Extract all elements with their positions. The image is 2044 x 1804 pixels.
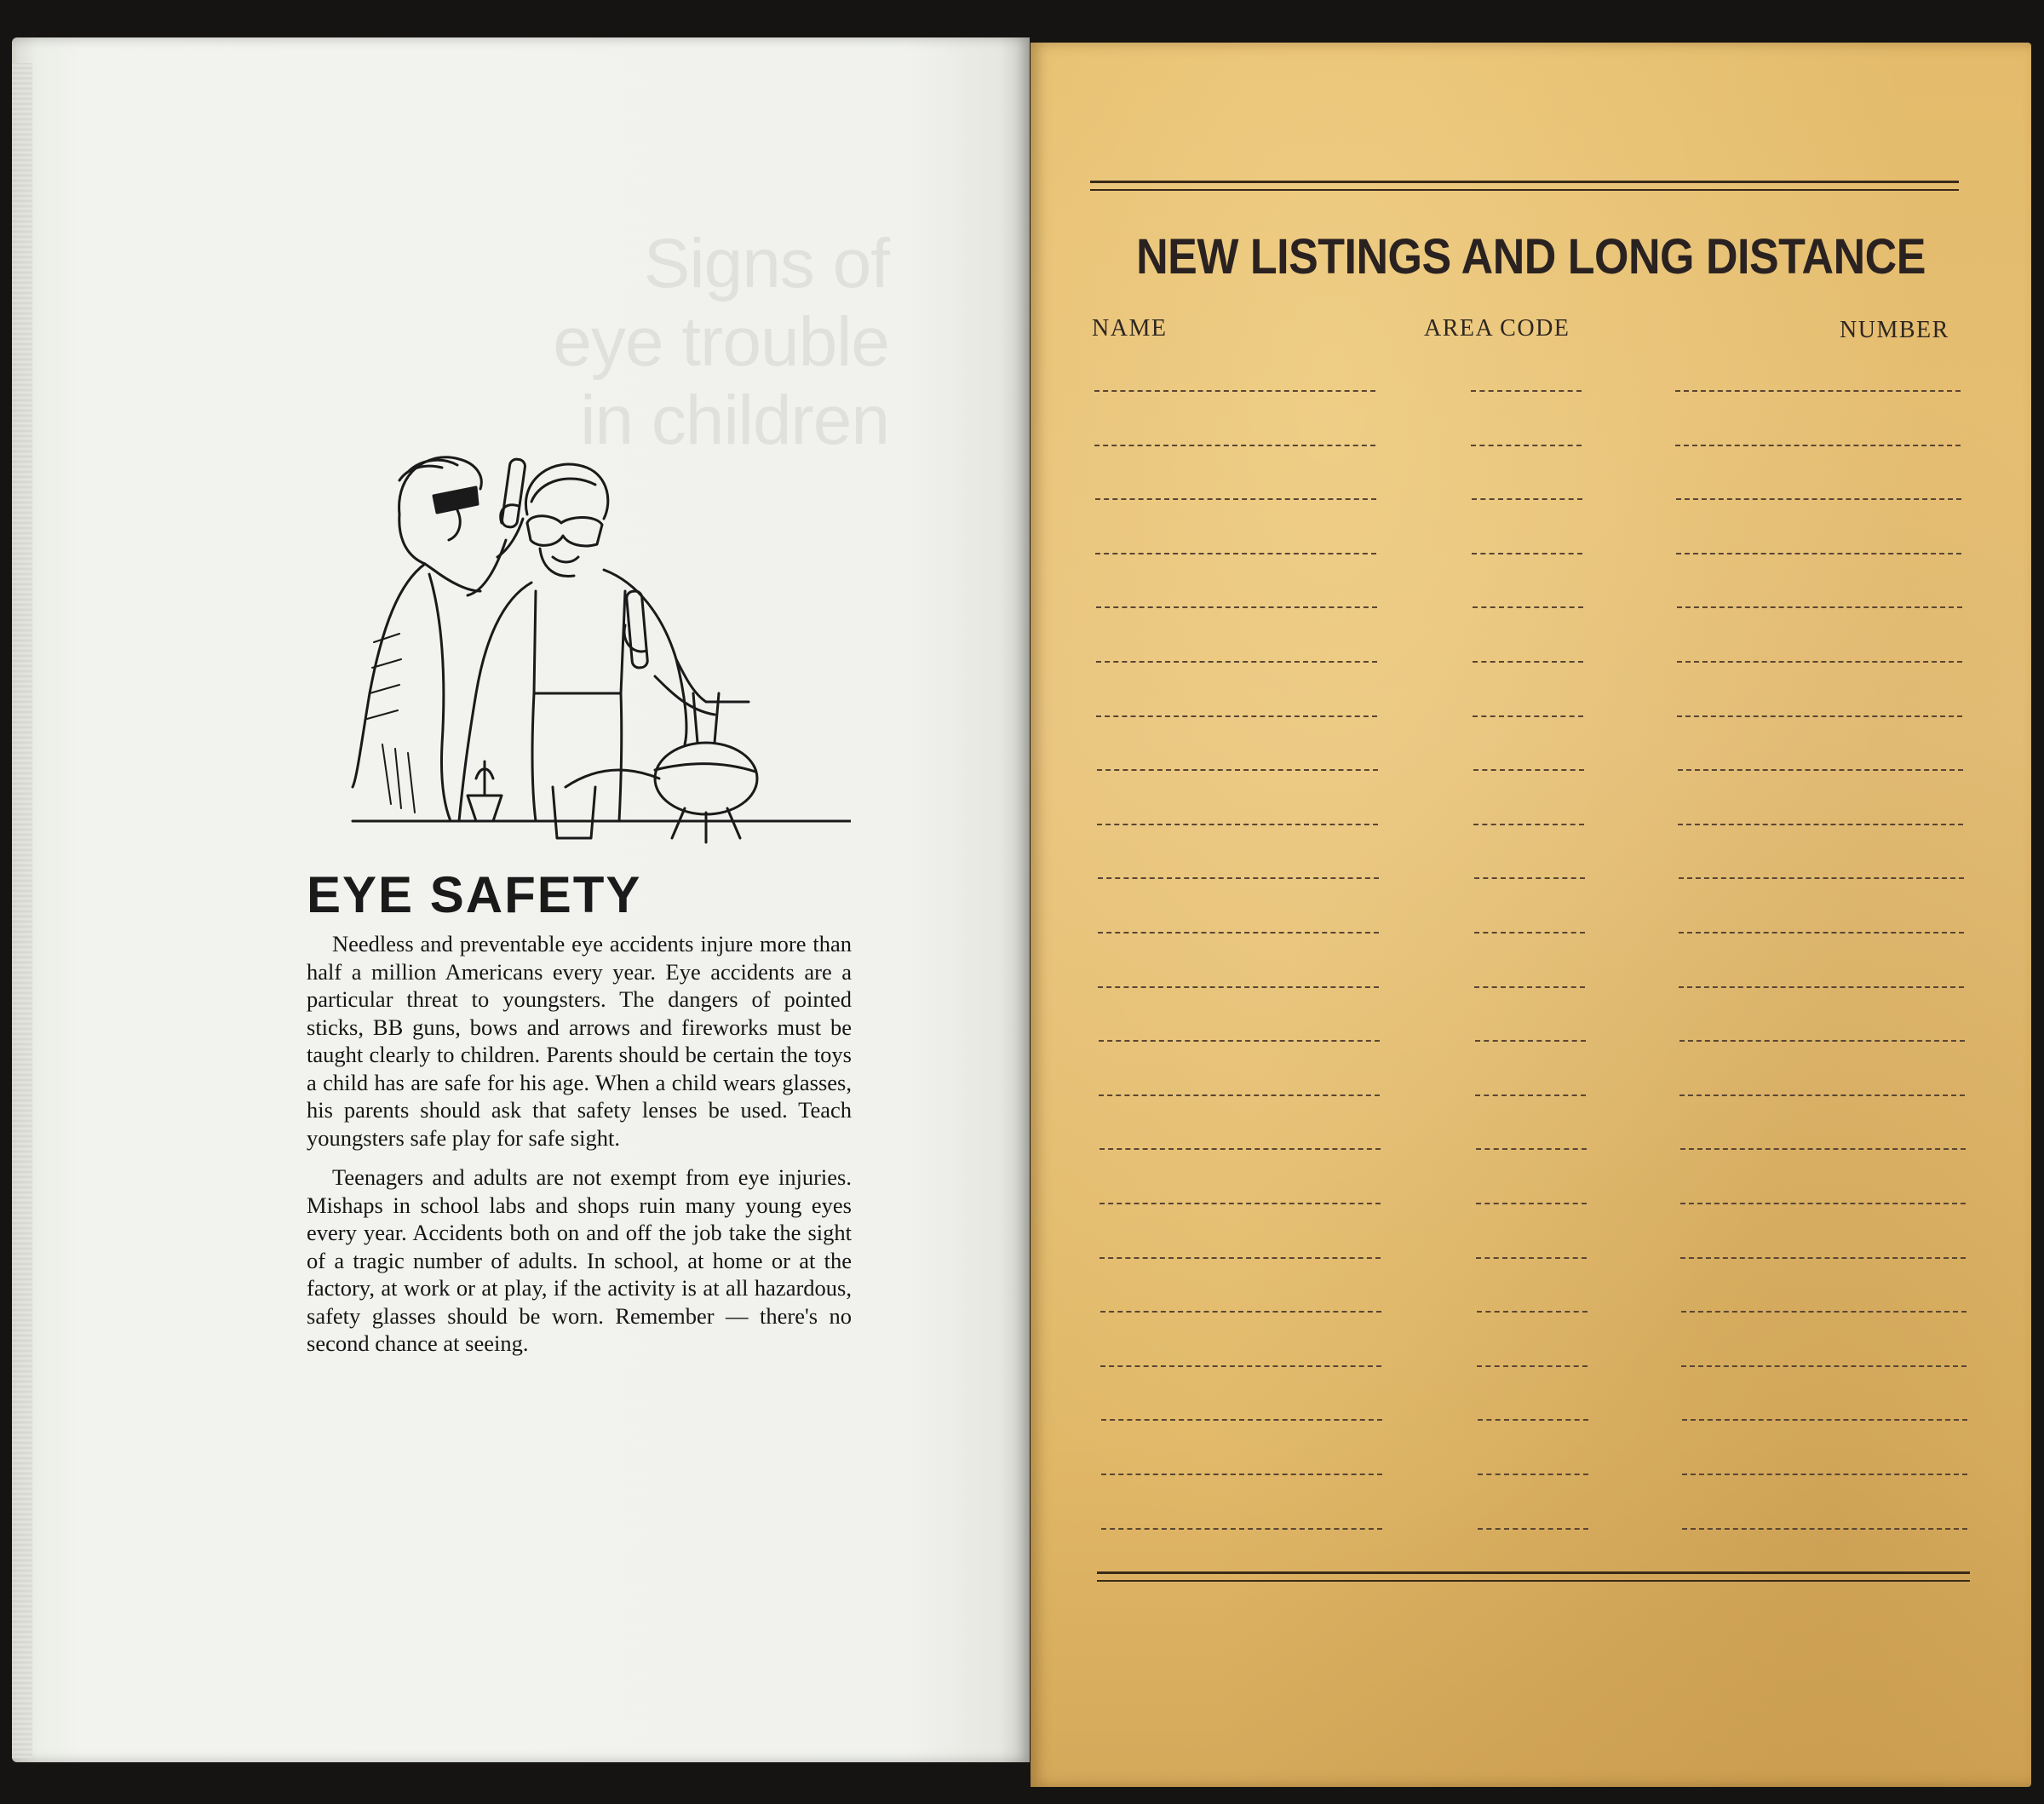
article-body [307, 930, 852, 1370]
name-line[interactable] [1099, 1040, 1380, 1042]
name-line[interactable] [1100, 1365, 1381, 1367]
number-line[interactable] [1675, 390, 1961, 392]
name-line[interactable] [1100, 1257, 1381, 1259]
number-line[interactable] [1676, 498, 1961, 500]
article-title: EYE SAFETY [307, 866, 642, 923]
column-header-name: NAME [1092, 315, 1168, 342]
area-code-line[interactable] [1471, 445, 1582, 446]
area-code-line[interactable] [1476, 1257, 1587, 1259]
name-line[interactable] [1096, 715, 1377, 717]
number-line[interactable] [1682, 1528, 1967, 1530]
left-page [12, 37, 1030, 1762]
name-line[interactable] [1097, 769, 1378, 771]
name-line[interactable] [1099, 1094, 1380, 1096]
show-through-line: Signs of [643, 225, 889, 302]
area-code-line[interactable] [1478, 1528, 1588, 1530]
number-line[interactable] [1679, 877, 1964, 879]
area-code-line[interactable] [1474, 986, 1585, 988]
show-through-line: in children [580, 382, 889, 459]
area-code-line[interactable] [1473, 715, 1583, 717]
area-code-line[interactable] [1473, 824, 1584, 825]
area-code-line[interactable] [1478, 1474, 1588, 1475]
name-line[interactable] [1100, 1203, 1381, 1204]
number-line[interactable] [1681, 1365, 1966, 1367]
area-code-line[interactable] [1475, 1040, 1586, 1042]
name-line[interactable] [1096, 606, 1377, 608]
paragraph: Teenagers and adults are not exempt from eye injuries. Mishaps in school labs and shops ruin many young eyes every year. Accidents both on and off the job take the sight of a tragic number of adults. In school, at home or at the factory, at work or at play, if the activity is at all hazardous, safety glasses should be worn. Remember — there's no second chance at seeing. [307, 1164, 852, 1356]
name-line[interactable] [1101, 1528, 1382, 1530]
number-line[interactable] [1677, 715, 1962, 717]
name-line[interactable] [1095, 498, 1376, 500]
number-line[interactable] [1677, 661, 1962, 663]
bottom-rule [1097, 1571, 1970, 1582]
listing-rows [1031, 43, 2031, 1787]
name-line[interactable] [1100, 1148, 1381, 1150]
number-line[interactable] [1678, 824, 1963, 825]
area-code-line[interactable] [1473, 769, 1584, 771]
paragraph: Needless and preventable eye accidents injure more than half a million Americans every year. Eye accidents are a particular threat to youngsters. The dangers of pointed sticks, BB guns, bows and arrows and fireworks must be taught clearly to children. Parents should be certain the toys a child has are safe for his age. When a child wears glasses, his parents should ask that safety lenses be used. Teach youngsters safe play for safe sight. [307, 931, 852, 1151]
number-line[interactable] [1679, 1094, 1965, 1096]
name-line[interactable] [1100, 1311, 1381, 1313]
area-code-line[interactable] [1476, 1203, 1587, 1204]
name-line[interactable] [1094, 445, 1375, 446]
show-through-line: eye trouble [553, 303, 889, 381]
area-code-line[interactable] [1478, 1419, 1588, 1421]
area-code-line[interactable] [1472, 553, 1582, 554]
area-code-line[interactable] [1471, 390, 1582, 392]
number-line[interactable] [1679, 932, 1964, 934]
right-page [1031, 43, 2031, 1787]
column-header-number: NUMBER [1840, 317, 1949, 343]
area-code-line[interactable] [1472, 498, 1582, 500]
name-line[interactable] [1101, 1419, 1382, 1421]
number-line[interactable] [1679, 986, 1964, 988]
page-edge [12, 63, 32, 1758]
area-code-line[interactable] [1473, 661, 1583, 663]
number-line[interactable] [1675, 445, 1961, 446]
name-line[interactable] [1098, 877, 1379, 879]
column-header-area-code: AREA CODE [1424, 315, 1570, 342]
area-code-line[interactable] [1476, 1148, 1587, 1150]
number-line[interactable] [1680, 1257, 1966, 1259]
number-line[interactable] [1676, 553, 1961, 554]
name-line[interactable] [1096, 661, 1377, 663]
name-line[interactable] [1101, 1474, 1382, 1475]
number-line[interactable] [1681, 1311, 1966, 1313]
area-code-line[interactable] [1477, 1311, 1588, 1313]
area-code-line[interactable] [1473, 606, 1583, 608]
area-code-line[interactable] [1474, 877, 1585, 879]
listings-title: NEW LISTINGS AND LONG DISTANCE [1136, 229, 1926, 285]
area-code-line[interactable] [1475, 1094, 1586, 1096]
number-line[interactable] [1679, 1040, 1965, 1042]
name-line[interactable] [1095, 553, 1376, 554]
area-code-line[interactable] [1474, 932, 1585, 934]
number-line[interactable] [1680, 1203, 1966, 1204]
number-line[interactable] [1678, 769, 1963, 771]
number-line[interactable] [1680, 1148, 1966, 1150]
number-line[interactable] [1682, 1419, 1967, 1421]
name-line[interactable] [1098, 986, 1379, 988]
lab-students-illustration [348, 421, 851, 847]
name-line[interactable] [1094, 390, 1375, 392]
name-line[interactable] [1098, 932, 1379, 934]
number-line[interactable] [1682, 1474, 1967, 1475]
number-line[interactable] [1677, 606, 1962, 608]
name-line[interactable] [1097, 824, 1378, 825]
area-code-line[interactable] [1477, 1365, 1588, 1367]
